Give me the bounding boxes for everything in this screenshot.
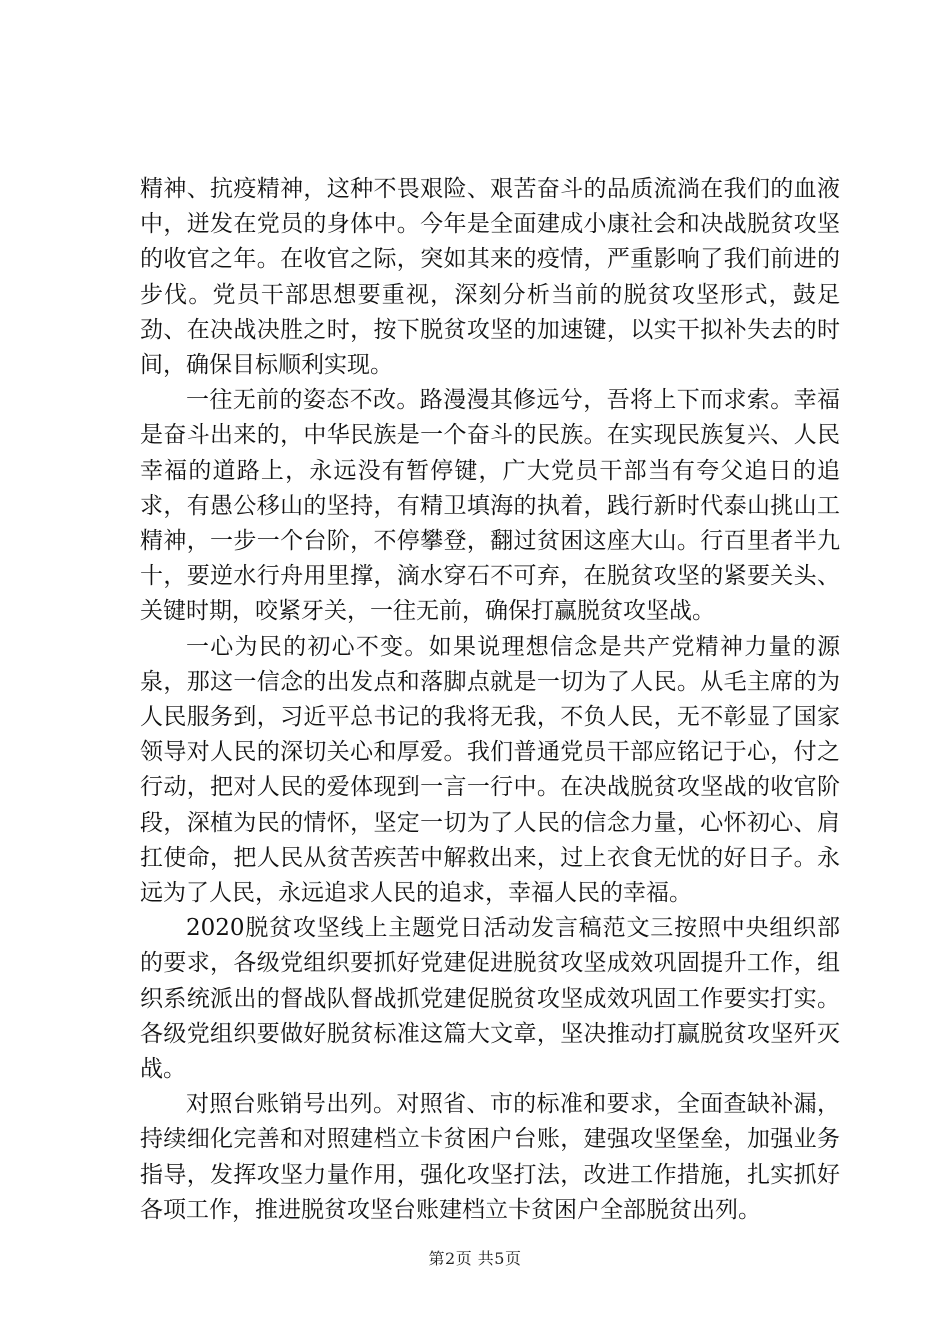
paragraph-speech-three: 2020脱贫攻坚线上主题党日活动发言稿范文三按照中央组织部的要求，各级党组织要抓好党建促进脱贫攻坚成效巩固提升工作，组织系统派出的督战队督战抓党建促脱贫攻坚成效巩固工作要实打实。各级党组织要做好脱贫标准这篇大文章，坚决推动打赢脱贫攻坚歼灭战。 xyxy=(140,915,840,1083)
document-body xyxy=(140,172,840,1228)
paragraph-ledger-checklist: 对照台账销号出列。对照省、市的标准和要求，全面查缺补漏，持续细化完善和对照建档立卡贫困户台账，建强攻坚堡垒，加强业务指导，发挥攻坚力量作用，强化攻坚打法，改进工作措施，扎实抓好各项工作，推进脱贫攻坚台账建档立卡贫困户全部脱贫出列。 xyxy=(140,1091,840,1223)
paragraph-onward-attitude: 一往无前的姿态不改。路漫漫其修远兮，吾将上下而求索。幸福是奋斗出来的，中华民族是一个奋斗的民族。在实现民族复兴、人民幸福的道路上，永远没有暂停键，广大党员干部当有夸父追日的追求，有愚公移山的坚持，有精卫填海的执着，践行新时代泰山挑山工精神，一步一个台阶，不停攀登，翻过贫困这座大山。行百里者半九十，要逆水行舟用里撑，滴水穿石不可弃，在脱贫攻坚的紧要关头、关键时期，咬紧牙关，一往无前，确保打赢脱贫攻坚战。 xyxy=(140,387,840,625)
page-footer: 第2页 共5页 xyxy=(428,1249,522,1268)
paragraph-continuation: 精神、抗疫精神，这种不畏艰险、艰苦奋斗的品质流淌在我们的血液中，迸发在党员的身体中。今年是全面建成小康社会和决战脱贫攻坚的收官之年。在收官之际，突如其来的疫情，严重影响了我们前进的步伐。党员干部思想要重视，深刻分析当前的脱贫攻坚形式，鼓足劲、在决战决胜之时，按下脱贫攻坚的加速键，以实干拟补失去的时间，确保目标顺利实现。 xyxy=(140,176,840,379)
paragraph-people-first: 一心为民的初心不变。如果说理想信念是共产党精神力量的源泉，那这一信念的出发点和落脚点就是一切为了人民。从毛主席的为人民服务到，习近平总书记的我将无我，不负人民，无不彰显了国家领导对人民的深切关心和厚爱。我们普通党员干部应铭记于心，付之行动，把对人民的爱体现到一言一行中。在决战脱贫攻坚战的收官阶段，深植为民的情怀，坚定一切为了人民的信念力量，心怀初心、肩扛使命，把人民从贫苦疾苦中解救出来，过上衣食无忧的好日子。永远为了人民，永远追求人民的追求，幸福人民的幸福。 xyxy=(140,633,840,907)
